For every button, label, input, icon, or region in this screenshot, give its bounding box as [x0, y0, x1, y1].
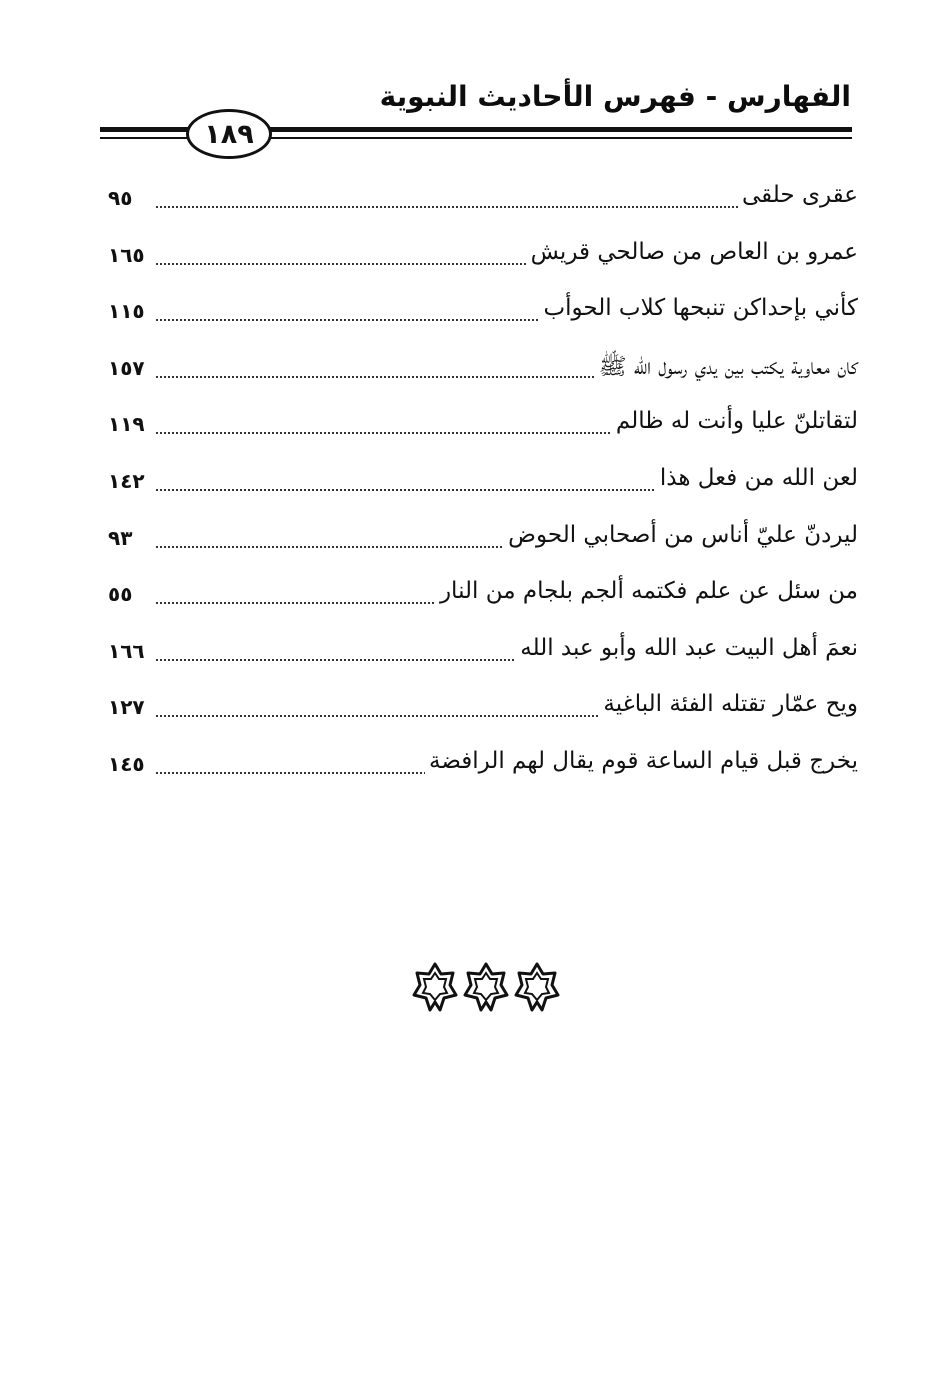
entry-page-number: ٩٥	[108, 186, 133, 210]
entry-page-number: ١٦٦	[108, 638, 145, 663]
hadith-index-list	[108, 176, 858, 799]
index-entry	[108, 233, 858, 290]
running-header-title: الفهارس - فهرس الأحاديث النبوية	[379, 80, 851, 113]
index-entry	[108, 516, 858, 573]
index-entry	[108, 685, 858, 742]
entry-page-number: ١٦٥	[108, 242, 145, 267]
entry-text: عمرو بن العاص من صالحي قريش	[527, 239, 858, 265]
entry-page-number: ١١٥	[108, 299, 145, 324]
entry-text: نعمَ أهل البيت عبد الله وأبو عبد الله	[516, 635, 858, 661]
end-ornament	[412, 962, 560, 1014]
entry-text: عقرى حلقى	[738, 182, 858, 208]
entry-page-number: ٥٥	[108, 582, 133, 607]
entry-text: كان معاوية يكتب بين يدي رسول الله ﷺ	[595, 352, 858, 386]
index-entry	[108, 289, 858, 346]
entry-page-number: ١٥٧	[108, 355, 145, 380]
entry-text: ليردنّ عليّ أناس من أصحابي الحوض	[504, 522, 858, 548]
index-entry	[108, 176, 858, 233]
entry-text: لتقاتلنّ عليا وأنت له ظالم	[612, 408, 858, 434]
entry-text: كأني بإحداكن تنبحها كلاب الحوأب	[539, 295, 858, 321]
index-entry	[108, 629, 858, 686]
index-entry	[108, 346, 858, 403]
entry-text: ويح عمّار تقتله الفئة الباغية	[599, 691, 858, 717]
star-icon	[514, 962, 560, 1012]
page-number: ١٨٩	[186, 109, 272, 159]
entry-page-number: ١٢٧	[108, 695, 145, 720]
entry-page-number: ٩٣	[108, 525, 133, 550]
entry-page-number: ١٤٥	[108, 751, 145, 776]
index-entry	[108, 742, 858, 799]
entry-page-number: ١٤٢	[108, 468, 145, 493]
entry-page-number: ١١٩	[108, 412, 145, 437]
index-entry	[108, 459, 858, 516]
star-icon	[463, 962, 509, 1012]
entry-text: يخرج قبل قيام الساعة قوم يقال لهم الرافضة	[425, 748, 858, 774]
index-entry	[108, 572, 858, 629]
entry-text: من سئل عن علم فكتمه ألجم بلجام من النار	[436, 578, 858, 604]
entry-text: لعن الله من فعل هذا	[656, 465, 858, 491]
star-icon	[412, 962, 458, 1012]
index-entry	[108, 402, 858, 459]
